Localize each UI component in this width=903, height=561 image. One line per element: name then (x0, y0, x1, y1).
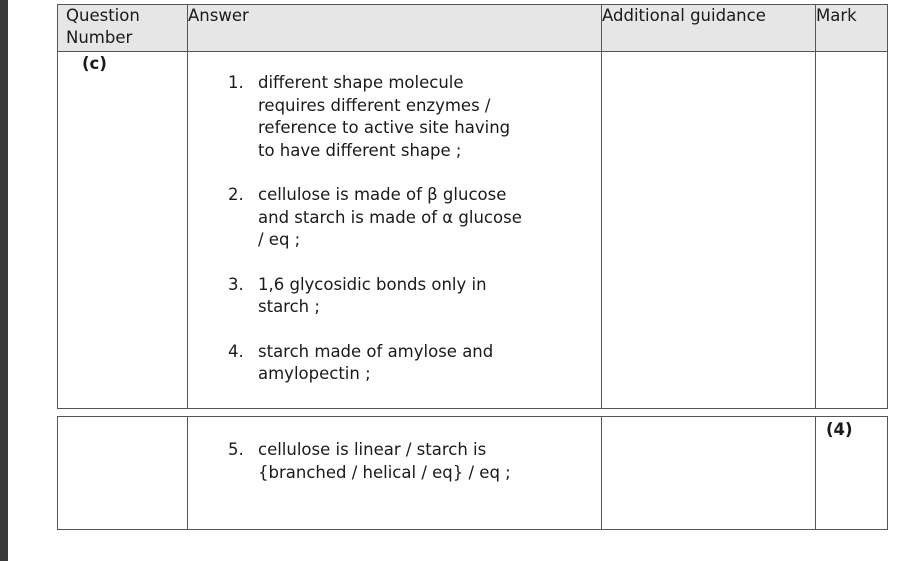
mark-scheme-table-continued (57, 416, 888, 530)
mark-value: (4) (826, 420, 853, 439)
header-question-number-text: Question Number (66, 6, 140, 47)
answer-item (188, 274, 601, 319)
answer-row (58, 417, 888, 530)
answer-cell (188, 52, 602, 409)
answer-line: and starch is made of α glucose (258, 207, 522, 227)
answer-number: 4. (228, 341, 244, 361)
mark-cell (816, 52, 888, 409)
answer-line: to have different shape ; (258, 140, 462, 160)
answer-line: / eq ; (258, 230, 301, 249)
header-row (58, 5, 888, 52)
question-number-cell (58, 417, 188, 530)
answer-line: amylopectin ; (258, 364, 371, 383)
question-number: (c) (82, 54, 107, 73)
answer-cell (188, 417, 602, 530)
answer-number: 3. (228, 274, 244, 294)
answer-line: different shape molecule (258, 73, 464, 92)
answer-list (188, 72, 601, 386)
guidance-cell (602, 52, 816, 409)
answer-item (188, 341, 601, 386)
answer-line: cellulose is made of β glucose (258, 185, 507, 204)
header-mark: Mark (816, 5, 888, 52)
answer-line: starch made of amylose and (258, 341, 494, 361)
answer-line: starch ; (258, 297, 320, 316)
answer-item (188, 439, 601, 484)
answer-number: 1. (228, 73, 244, 92)
answer-item (188, 184, 601, 252)
guidance-cell (602, 417, 816, 530)
answer-row (58, 52, 888, 409)
answer-line: {branched / helical / eq} / eq ; (258, 462, 511, 482)
window-edge (0, 0, 8, 561)
header-question-number (58, 5, 188, 52)
mark-cell (816, 417, 888, 530)
answer-line: 1,6 glycosidic bonds only in (258, 274, 487, 294)
answer-list (188, 439, 601, 484)
answer-number: 2. (228, 185, 244, 204)
answer-line: requires different enzymes / (258, 95, 491, 115)
header-answer: Answer (188, 5, 602, 52)
mark-scheme-table (57, 4, 888, 409)
header-additional-guidance: Additional guidance (602, 5, 816, 52)
answer-line: reference to active site having (258, 118, 511, 137)
answer-number: 5. (228, 440, 244, 459)
question-number-cell (58, 52, 188, 409)
answer-item (188, 72, 601, 162)
answer-line: cellulose is linear / starch is (258, 440, 487, 459)
